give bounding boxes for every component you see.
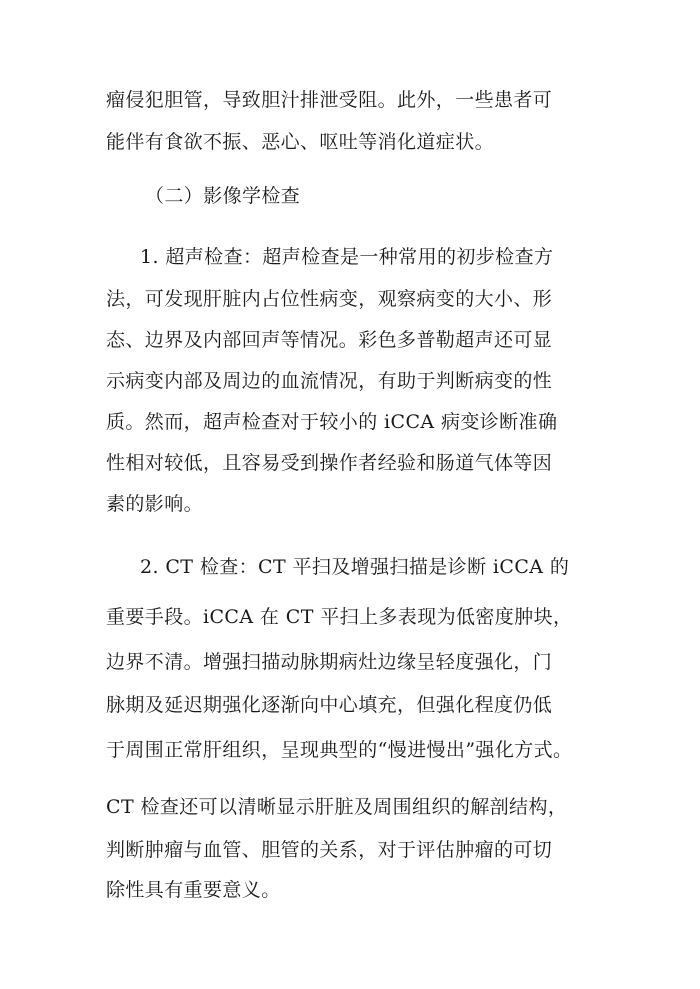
ultrasound-line-4: 示病变内部及周边的血流情况，有助于判断病变的性 [106,370,553,392]
ultrasound-line-3: 态、边界及内部回声等情况。彩色多普勒超声还可显 [106,329,553,351]
ultrasound-line-2: 法，可发现肝脏内占位性病变，观察病变的大小、形 [106,288,553,310]
ultrasound-line-1: 1. 超声检查：超声检查是一种常用的初步检查方 [140,246,554,268]
ct-line-4: 脉期及延迟期强化逐渐向中心填充，但强化程度仍低 [106,694,553,716]
ct-more-line-1: CT 检查还可以清晰显示肝脏及周围组织的解剖结构， [106,796,568,818]
intro-line-2: 能伴有食欲不振、恶心、呕吐等消化道症状。 [106,131,495,153]
ct-line-3: 边界不清。增强扫描动脉期病灶边缘呈轻度强化，门 [106,651,553,673]
ct-more-line-3: 除性具有重要意义。 [106,879,281,901]
ct-more-line-2: 判断肿瘤与血管、胆管的关系，对于评估肿瘤的可切 [106,839,553,861]
section-heading: （二）影像学检查 [145,185,301,207]
ct-line-5: 于周围正常肝组织，呈现典型的“慢进慢出”强化方式。 [106,739,573,761]
ultrasound-line-6: 性相对较低，且容易受到操作者经验和肠道气体等因 [106,452,553,474]
ct-line-2: 重要手段。iCCA 在 CT 平扫上多表现为低密度肿块， [106,606,573,628]
ct-line-1: 2. CT 检查：CT 平扫及增强扫描是诊断 iCCA 的 [140,556,570,578]
ultrasound-line-5: 质。然而，超声检查对于较小的 iCCA 病变诊断准确 [106,411,558,433]
ultrasound-line-7: 素的影响。 [106,493,204,515]
intro-line-1: 瘤侵犯胆管，导致胆汁排泄受阻。此外，一些患者可 [106,89,553,111]
